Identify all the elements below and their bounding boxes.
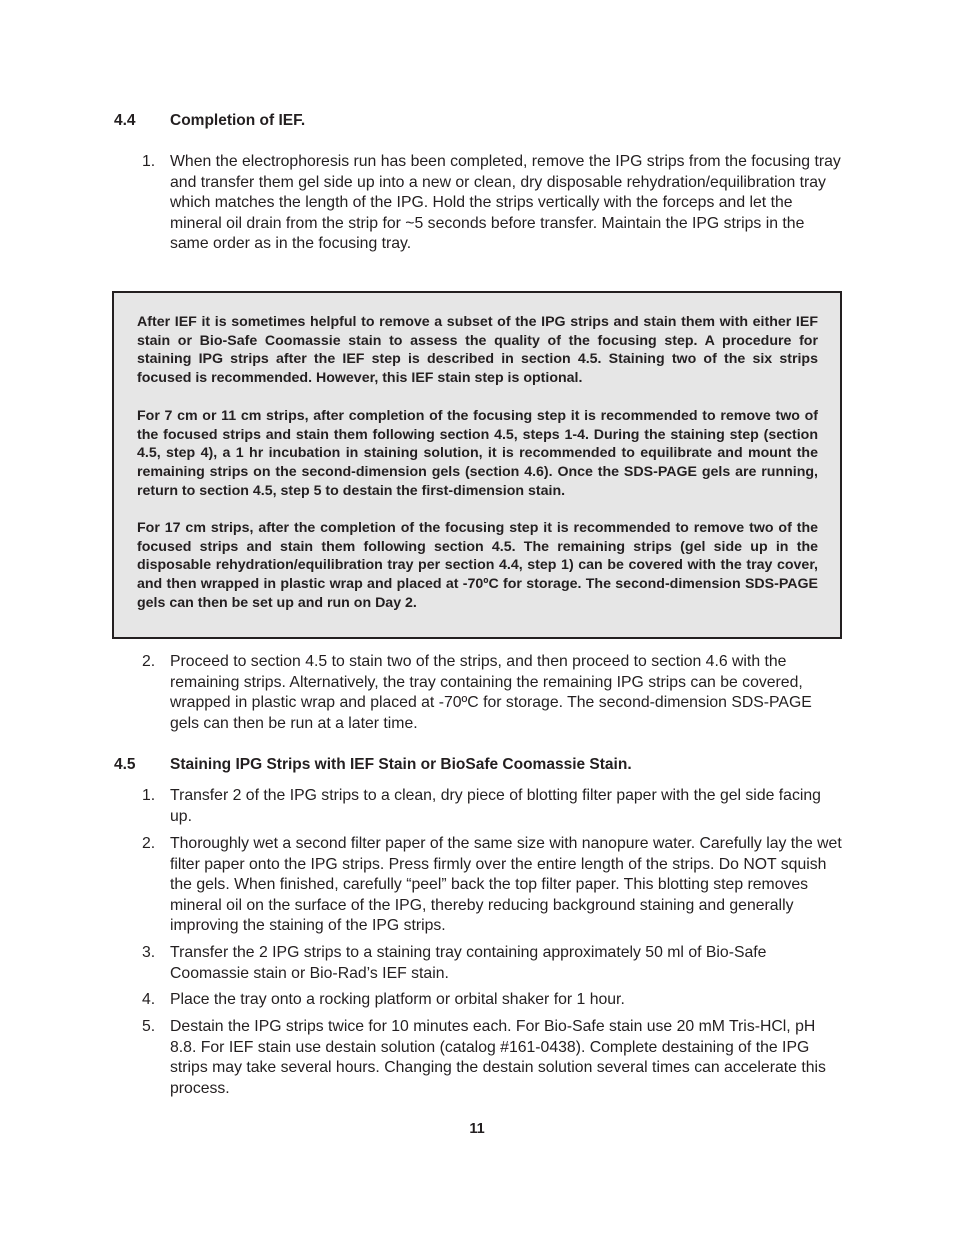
- list-item-number: 2.: [142, 653, 156, 670]
- list-item-text: Place the tray onto a rocking platform or orbital shaker for 1 hour.: [170, 991, 625, 1008]
- list-item-text: Thoroughly wet a second filter paper of the same size with nanopure water. Carefully lay the wet filter paper onto the IPG strips. Press firmly over the entire length of the strips. Do NOT squish the gels. When finished, carefully “peel” back the top filter paper. This blotting step removes mineral oil on the surface of the IPG, thereby reducing background staining and generally improving the staining of the IPG strips.: [170, 835, 842, 934]
- list-item: [142, 152, 842, 255]
- note-paragraph: For 17 cm strips, after the completion of the focusing step it is recommended to remove two of the focused strips and stain them following section 4.5. The remaining strips (gel side up in the disposable rehydration/equilibration tray per section 4.4, step 1) can be covered with the tray cover, and then wrapped in plastic wrap and placed at -70ºC for storage. The second-dimension SDS-PAGE gels can then be set up and run on Day 2.: [137, 520, 818, 611]
- list-item-number: 3.: [142, 944, 156, 961]
- list-item-number: 1.: [142, 153, 156, 170]
- list-item: [142, 990, 842, 1011]
- section-number: 4.5: [114, 756, 136, 773]
- list-item: [142, 943, 842, 984]
- list-item-text: Transfer the 2 IPG strips to a staining tray containing approximately 50 ml of Bio-Safe Coomassie stain or Bio-Rad’s IEF stain.: [170, 944, 767, 982]
- section-4-4-heading: [114, 111, 305, 131]
- list-item: [142, 786, 842, 827]
- list-item-text: Destain the IPG strips twice for 10 minutes each. For Bio-Safe stain use 20 mM Tris-HCl, pH 8.8. For IEF stain use destain solution (catalog #161-0438). Complete destaining of the IPG strips may take several hours. Changing the destain solution several times can accelerate this process.: [170, 1018, 826, 1097]
- list-item-number: 2.: [142, 835, 156, 852]
- note-box: [112, 291, 842, 639]
- page-number: 11: [469, 1121, 485, 1137]
- list-item: [142, 1017, 842, 1099]
- section-title: Staining IPG Strips with IEF Stain or BioSafe Coomassie Stain.: [170, 756, 632, 773]
- list-item-text: When the electrophoresis run has been completed, remove the IPG strips from the focusing tray and transfer them gel side up into a new or clean, dry disposable rehydration/equilibration tray which matches the length of the IPG. Hold the strips vertically with the forceps and let the mineral oil drain from the strip for ~5 seconds before transfer. Maintain the IPG strips in the same order as in the focusing tray.: [170, 153, 841, 252]
- list-item: [142, 652, 842, 734]
- section-4-5-heading: [114, 755, 632, 775]
- list-item-number: 4.: [142, 991, 156, 1008]
- note-paragraph: For 7 cm or 11 cm strips, after completion of the focusing step it is recommended to remove two of the focused strips and stain them following section 4.5, steps 1-4. During the staining step (section 4.5, step 4), a 1 hr incubation in staining solution, it is recommended to equilibrate and mount the remaining strips on the second-dimension gels (section 4.6). Once the SDS-PAGE gels are running, return to section 4.5, step 5 to destain the first-dimension stain.: [137, 408, 818, 499]
- list-item-number: 5.: [142, 1018, 156, 1035]
- list-item-number: 1.: [142, 787, 156, 804]
- note-paragraph: After IEF it is sometimes helpful to remove a subset of the IPG strips and stain them with either IEF stain or Bio-Safe Coomassie stain to assess the quality of the focusing step. A procedure for staining IPG strips after the IEF step is described in section 4.5. Staining two of the six strips focused is recommended. However, this IEF stain step is optional.: [137, 314, 818, 387]
- list-item-text: Proceed to section 4.5 to stain two of the strips, and then proceed to section 4.6 with the remaining strips. Alternatively, the tray containing the remaining IPG strips can be covered, wrapped in plastic wrap and placed at -70ºC for storage. The second-dimension SDS-PAGE gels can then be run at a later time.: [170, 653, 812, 732]
- section-title: Completion of IEF.: [170, 112, 306, 129]
- list-item-text: Transfer 2 of the IPG strips to a clean, dry piece of blotting filter paper with the gel side facing up.: [170, 787, 821, 825]
- section-number: 4.4: [114, 112, 136, 129]
- list-item: [142, 834, 842, 937]
